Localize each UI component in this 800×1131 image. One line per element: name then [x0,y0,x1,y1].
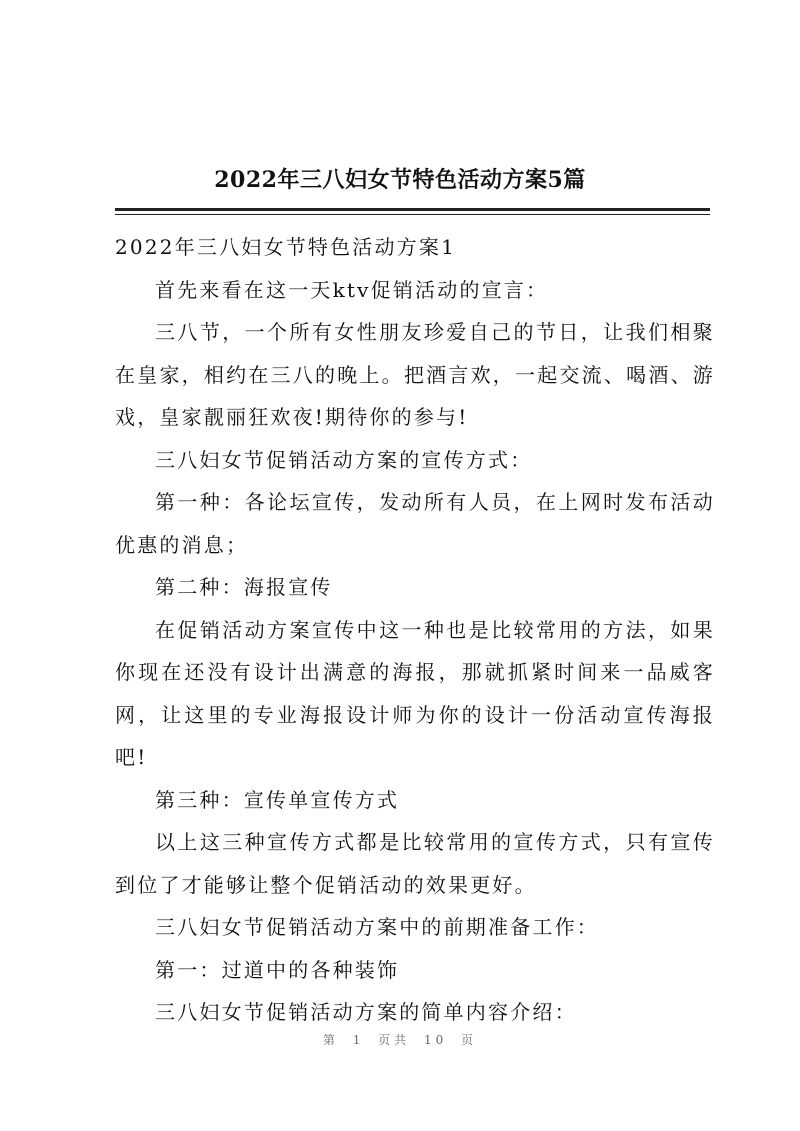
document-body [115,226,715,1034]
page-label-mid: 页共 [378,1033,411,1047]
paragraph: 第一种：各论坛宣传，发动所有人员，在上网时发布活动优惠的消息； [115,490,715,557]
paragraph: 以上这三种宣传方式都是比较常用的宣传方式，只有宣传到位了才能够让整个促销活动的效果更好。 [115,830,715,897]
paragraph: 第二种：海报宣传 [155,575,333,599]
paragraph: 首先来看在这一天ktv促销活动的宣言： [155,277,549,302]
page-label-suffix: 页 [461,1033,478,1047]
title-divider-thin [115,214,710,215]
paragraph: 三八节，一个所有女性朋友珍爱自己的节日，让我们相聚在皇家，相约在三八的晚上。把酒言欢，一起交流、喝酒、游戏，皇家靓丽狂欢夜!期待你的参与! [115,320,715,429]
title-divider-thick [115,208,710,211]
paragraph: 三八妇女节促销活动方案中的前期准备工作： [155,915,599,939]
document-title: 2022年三八妇女节特色活动方案5篇 [214,167,586,193]
page-footer [0,1031,800,1048]
page-label-prefix: 第 [322,1033,339,1047]
current-page-number: 1 [352,1033,365,1047]
paragraph: 在促销活动方案宣传中这一种也是比较常用的方法，如果你现在还没有设计出满意的海报，那就抓紧时间来一品威客网，让这里的专业海报设计师为你的设计一份活动宣传海报吧! [115,617,715,769]
total-pages-number: 10 [424,1033,448,1047]
paragraph: 第三种：宣传单宣传方式 [155,787,400,812]
paragraph: 三八妇女节促销活动方案的宣传方式： [155,447,533,472]
paragraph: 三八妇女节促销活动方案的简单内容介绍： [155,1000,577,1024]
paragraph: 第一：过道中的各种装饰 [155,957,400,982]
section-heading: 2022年三八妇女节特色活动方案1 [115,235,457,259]
